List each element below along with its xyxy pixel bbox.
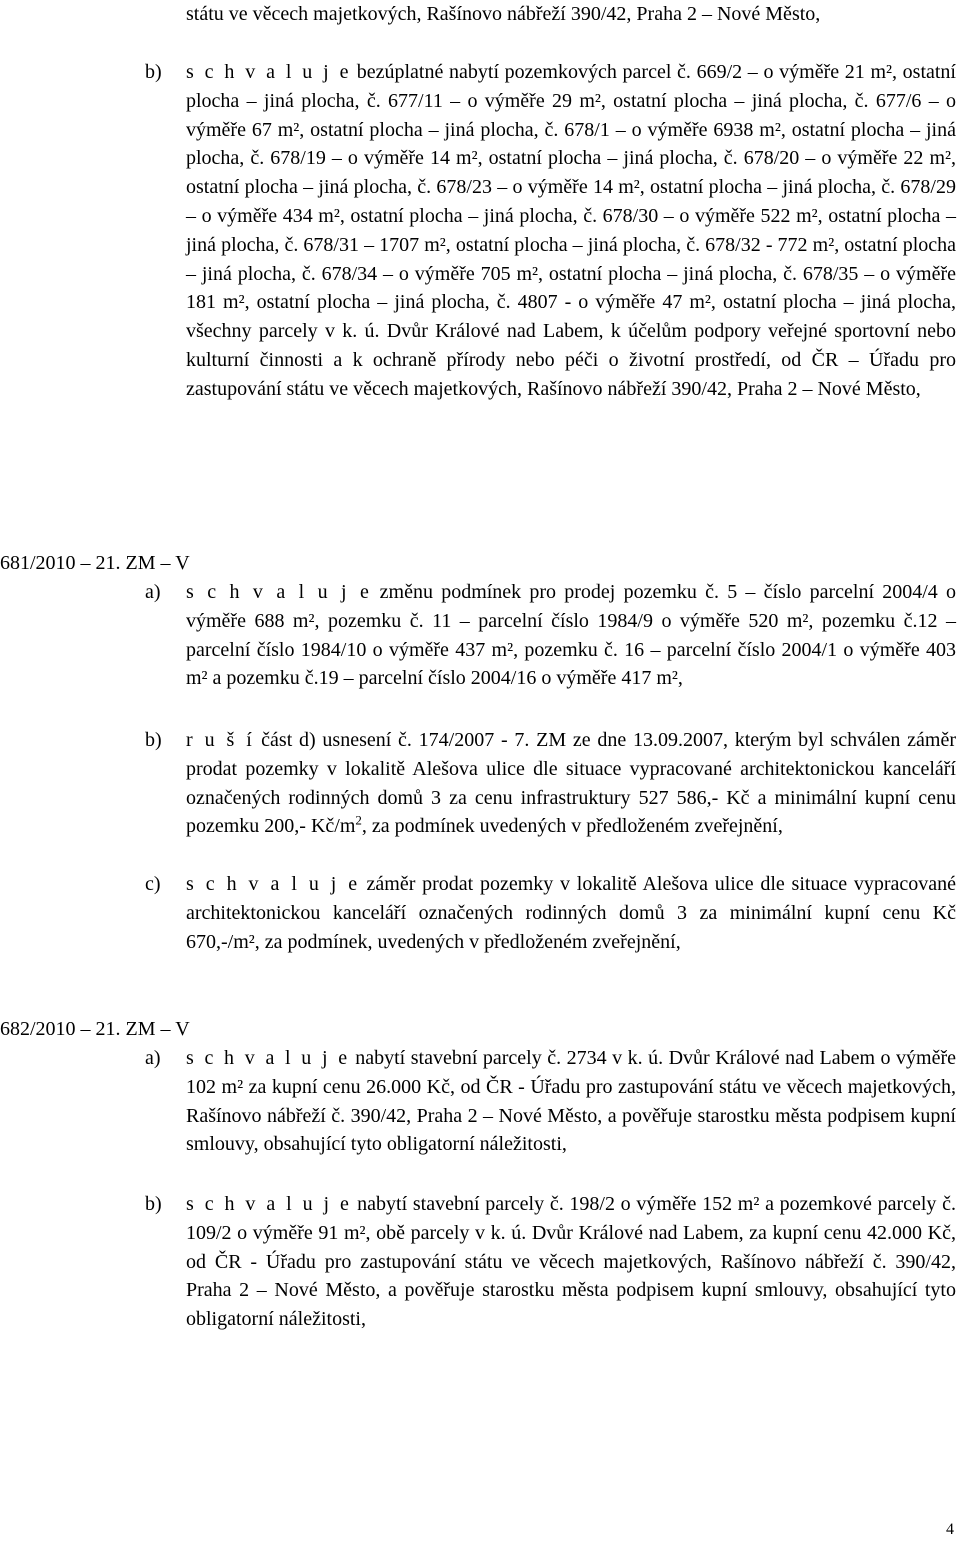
point-letter: c) xyxy=(145,873,161,895)
point-verb: s c h v a l u j e xyxy=(186,581,372,603)
continuation-text-content: státu ve věcech majetkových, Rašínovo nábřeží 390/42, Praha 2 – Nové Město, xyxy=(186,3,821,25)
point-letter: b) xyxy=(145,61,162,83)
superscript: 2 xyxy=(355,812,362,828)
point-b-land-acquisition xyxy=(145,58,956,404)
point-body xyxy=(186,578,956,693)
point-letter: b) xyxy=(145,729,162,751)
resolution-681-point-b xyxy=(145,726,956,841)
point-verb: s c h v a l u j e xyxy=(186,61,352,83)
point-verb: r u š í xyxy=(186,729,255,751)
resolution-681-header: 681/2010 – 21. ZM – V xyxy=(0,552,190,574)
point-verb: s c h v a l u j e xyxy=(186,1193,352,1215)
point-text: bezúplatné nabytí pozemkových parcel č. 669/2 – o výměře 21 m², ostatní plocha – jiná plocha, č. 677/11 – o výměře 29 m², ostatní plocha – jiná plocha, č. 677/6 – o výměře 67 m², ostatní plocha – jiná plocha, č. 678/1 – o výměře 6938 m², ostatní plocha – jiná plocha, č. 678/19 – o výměře 14 m², ostatní plocha – jiná plocha, č. 678/20 – o výměře 22 m², ostatní plocha – jiná plocha, č. 678/23 – o výměře 14 m², ostatní plocha – jiná plocha, č. 678/29 – o výměře 434 m², ostatní plocha – jiná plocha, č. 678/30 – o výměře 522 m², ostatní plocha – jiná plocha, č. 678/31 – 1707 m², ostatní plocha – jiná plocha, č. 678/32 - 772 m², ostatní plocha – jiná plocha, č. 678/34 – o výměře 705 m², ostatní plocha – jiná plocha, č. 678/35 – o výměře 181 m², ostatní plocha – jiná plocha, č. 4807 - o výměře 47 m², ostatní plocha – jiná plocha, všechny parcely v k. ú. Dvůr Králové nad Labem, k účelům podpory veřejné sportovní nebo kulturní činnosti a k ochraně přírody nebo péči o životní prostředí, od ČR – Úřadu pro zastupování státu ve věcech majetkových, Rašínovo nábřeží 390/42, Praha 2 – Nové Město, xyxy=(186,61,956,400)
resolution-681-point-a xyxy=(145,578,956,693)
point-body xyxy=(186,1044,956,1159)
point-text: část d) usnesení č. 174/2007 - 7. ZM ze dne 13.09.2007, kterým byl schválen záměr prodat pozemky v lokalitě Alešova ulice dle situace vypracované architektonickou kanceláří označených rodinných domů 3 za cenu infrastruktury 527 586,- Kč a minimální kupní cenu pozemku 200,- Kč/m xyxy=(186,729,956,838)
point-body xyxy=(186,870,956,956)
point-text: záměr prodat pozemky v lokalitě Alešova ulice dle situace vypracované architektonickou kanceláří označených rodinných domů 3 za minimální kupní cenu Kč 670,-/m², za podmínek, uvedených v předloženém zveřejnění, xyxy=(186,873,956,953)
point-text: nabytí stavební parcely č. 2734 v k. ú. Dvůr Králové nad Labem o výměře 102 m² za kupní cenu 26.000 Kč, od ČR - Úřadu pro zastupování státu ve věcech majetkových, Rašínovo nábřeží č. 390/42, Praha 2 – Nové Město, a pověřuje starostku města podpisem kupní smlouvy, obsahující tyto obligatorní náležitosti, xyxy=(186,1047,956,1156)
point-text: nabytí stavební parcely č. 198/2 o výměře 152 m² a pozemkové parcely č. 109/2 o výměře 91 m², obě parcely v k. ú. Dvůr Králové nad Labem, za kupní cenu 42.000 Kč, od ČR - Úřadu pro zastupování státu ve věcech majetkových, Rašínovo nábřeží č. 390/42, Praha 2 – Nové Město, a pověřuje starostku města podpisem kupní smlouvy, obsahující tyto obligatorní náležitosti, xyxy=(186,1193,957,1331)
point-body xyxy=(186,726,956,841)
point-text: změnu podmínek pro prodej pozemku č. 5 – číslo parcelní 2004/4 o výměře 688 m², pozemku č. 11 – parcelní číslo 1984/9 o výměře 520 m², pozemku č.12 – parcelní číslo 1984/10 o výměře 437 m², pozemku č. 16 – parcelní číslo 2004/1 o výměře 403 m² a pozemku č.19 – parcelní číslo 2004/16 o výměře 417 m², xyxy=(186,581,956,690)
resolution-682-point-b xyxy=(145,1190,956,1334)
resolution-682-header: 682/2010 – 21. ZM – V xyxy=(0,1018,190,1040)
point-letter: a) xyxy=(145,1047,161,1069)
continuation-text xyxy=(186,0,956,29)
point-letter: b) xyxy=(145,1193,162,1215)
resolution-681-point-c xyxy=(145,870,956,956)
point-verb: s c h v a l u j e xyxy=(186,873,360,895)
point-text-after: , za podmínek uvedených v předloženém zveřejnění, xyxy=(361,815,783,838)
point-letter: a) xyxy=(145,581,161,603)
resolution-682-point-a xyxy=(145,1044,956,1159)
point-verb: s c h v a l u j e xyxy=(186,1047,350,1069)
point-body xyxy=(186,1190,956,1334)
page-number: 4 xyxy=(946,1521,954,1538)
point-body xyxy=(186,58,956,404)
